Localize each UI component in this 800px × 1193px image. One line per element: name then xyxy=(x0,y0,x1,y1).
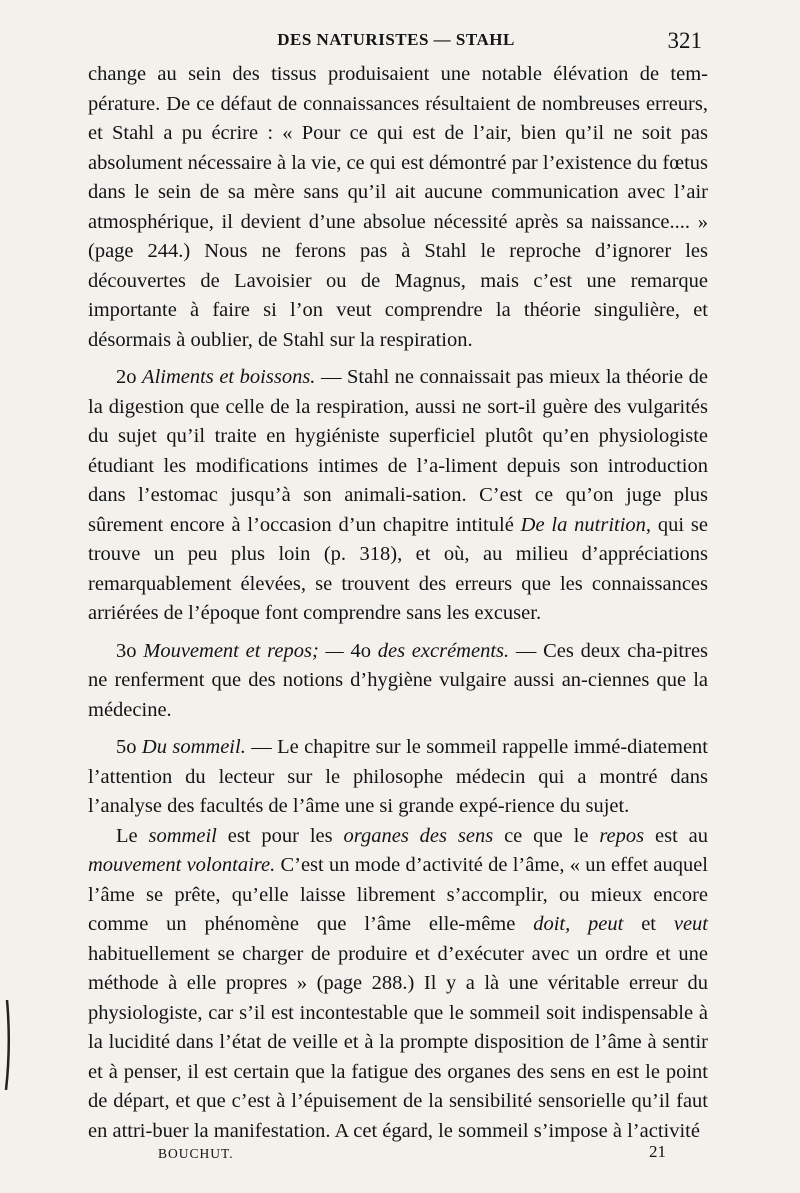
text-run: est pour les xyxy=(216,824,344,847)
italic-text: Du sommeil. xyxy=(141,736,246,758)
italic-text: mouvement volontaire. xyxy=(88,854,276,876)
paragraph xyxy=(88,733,708,822)
text-run: — Ces deux cha-pitres ne renferment que des notions d’hygiène vulgaire aussi an-ciennes que la médecine. xyxy=(88,639,709,721)
italic-text: sommeil xyxy=(148,824,217,847)
italic-text: repos xyxy=(599,824,645,847)
italic-text: veut xyxy=(673,913,709,935)
binding-edge-mark xyxy=(2,1000,12,1090)
text-run: est au xyxy=(644,824,709,847)
text-run: change au sein des tissus produisaient une notable élévation de tem-pérature. De ce défaut de connaissances résultaient de nombreuses erreurs, et Stahl a pu écrire : « Pour ce qui est de l’air, bien qu’il ne soit pas absolument nécessaire à la vie, ce qui est démontré par l’existence du fœtus dans le sein de sa mère sans qu’il ait aucune communication avec l’air atmosphérique, il devient d’une absolue nécessité après sa naissance.... » (page 244.) Nous ne ferons pas à Stahl le reproche d’ignorer les découvertes de Lavoisier ou de Magnus, mais c’est une remarque importante à faire si l’on veut comprendre la théorie singulière, et désormais à oublier, de Stahl sur la respiration. xyxy=(88,63,708,351)
page-header xyxy=(90,30,702,60)
paragraph xyxy=(88,363,708,629)
italic-text: doit, peut xyxy=(533,913,624,935)
italic-text: Mouvement et repos; — xyxy=(143,639,351,662)
text-run: 3o xyxy=(116,639,144,662)
page-footer xyxy=(158,1142,666,1166)
text-run: — Le chapitre sur le sommeil rappelle immé-diatement l’attention du lecteur sur le philosophe médecin qui a montré dans l’analyse des facultés de l’âme une si grande expé-rience du sujet. xyxy=(88,736,709,817)
paragraph xyxy=(88,637,708,726)
text-run: Le xyxy=(116,824,149,847)
running-head: DES NATURISTES — STAHL xyxy=(277,30,515,49)
text-run: 2o xyxy=(116,366,143,388)
text-run: 5o xyxy=(116,736,142,758)
italic-text: Aliments et boissons. xyxy=(142,366,316,388)
sheet-number: 21 xyxy=(649,1142,666,1161)
italic-text: des excréments. xyxy=(377,639,510,662)
signature-mark: BOUCHUT. xyxy=(158,1146,234,1161)
text-run: qui se trouve un peu plus loin (p. 318), et où, au milieu d’appréciations remarquablement élevées, se trouvent des erreurs que les connaissances arriérées de l’époque font comprendre sans les excuser. xyxy=(88,513,709,624)
paragraph xyxy=(88,60,708,355)
text-run: habituellement se charger de produire et d’exécuter avec un ordre et une méthode à elle propres » (page 288.) Il y a là une véritable erreur du physiologiste, car s’il est incontestable que le sommeil soit indispensable à la lucidité dans l’état de veille et à la prompte disposition de l’âme à sentir et à penser, il est certain que la fatigue des organes des sens en est le point de départ, et que c’est à l’épuisement de la sensibilité sensorielle qu’il faut en attri-buer la manifestation. A cet égard, le sommeil s’impose à l’activité xyxy=(88,942,708,1142)
italic-text: organes des sens xyxy=(343,824,494,847)
page-number: 321 xyxy=(667,28,702,53)
paragraph xyxy=(88,822,708,1147)
text-run: 4o xyxy=(350,639,378,662)
body-text xyxy=(88,60,708,1146)
italic-text: De la nutrition, xyxy=(520,513,652,536)
text-run: — Stahl ne connaissait pas mieux la théorie de la digestion que celle de la respiration, aussi ne sort-il guère des vulgarités du sujet qu’il traite en hygiéniste superficiel plutôt qu’en physiologiste étudiant les modifications intimes de l’a-liment depuis son introduction dans l’estomac jusqu’à son animali-sation. C’est ce qu’on juge plus sûrement encore à l’occasion d’un chapitre intitulé xyxy=(88,366,708,536)
text-run: et xyxy=(623,913,674,935)
text-run: ce que le xyxy=(493,824,600,847)
text-run: C’est un mode d’activité de l’âme, « un effet auquel l’âme se prête, qu’elle laisse librement s’accomplir, ou mieux encore comme un phénomène que l’âme elle-même xyxy=(88,854,708,935)
